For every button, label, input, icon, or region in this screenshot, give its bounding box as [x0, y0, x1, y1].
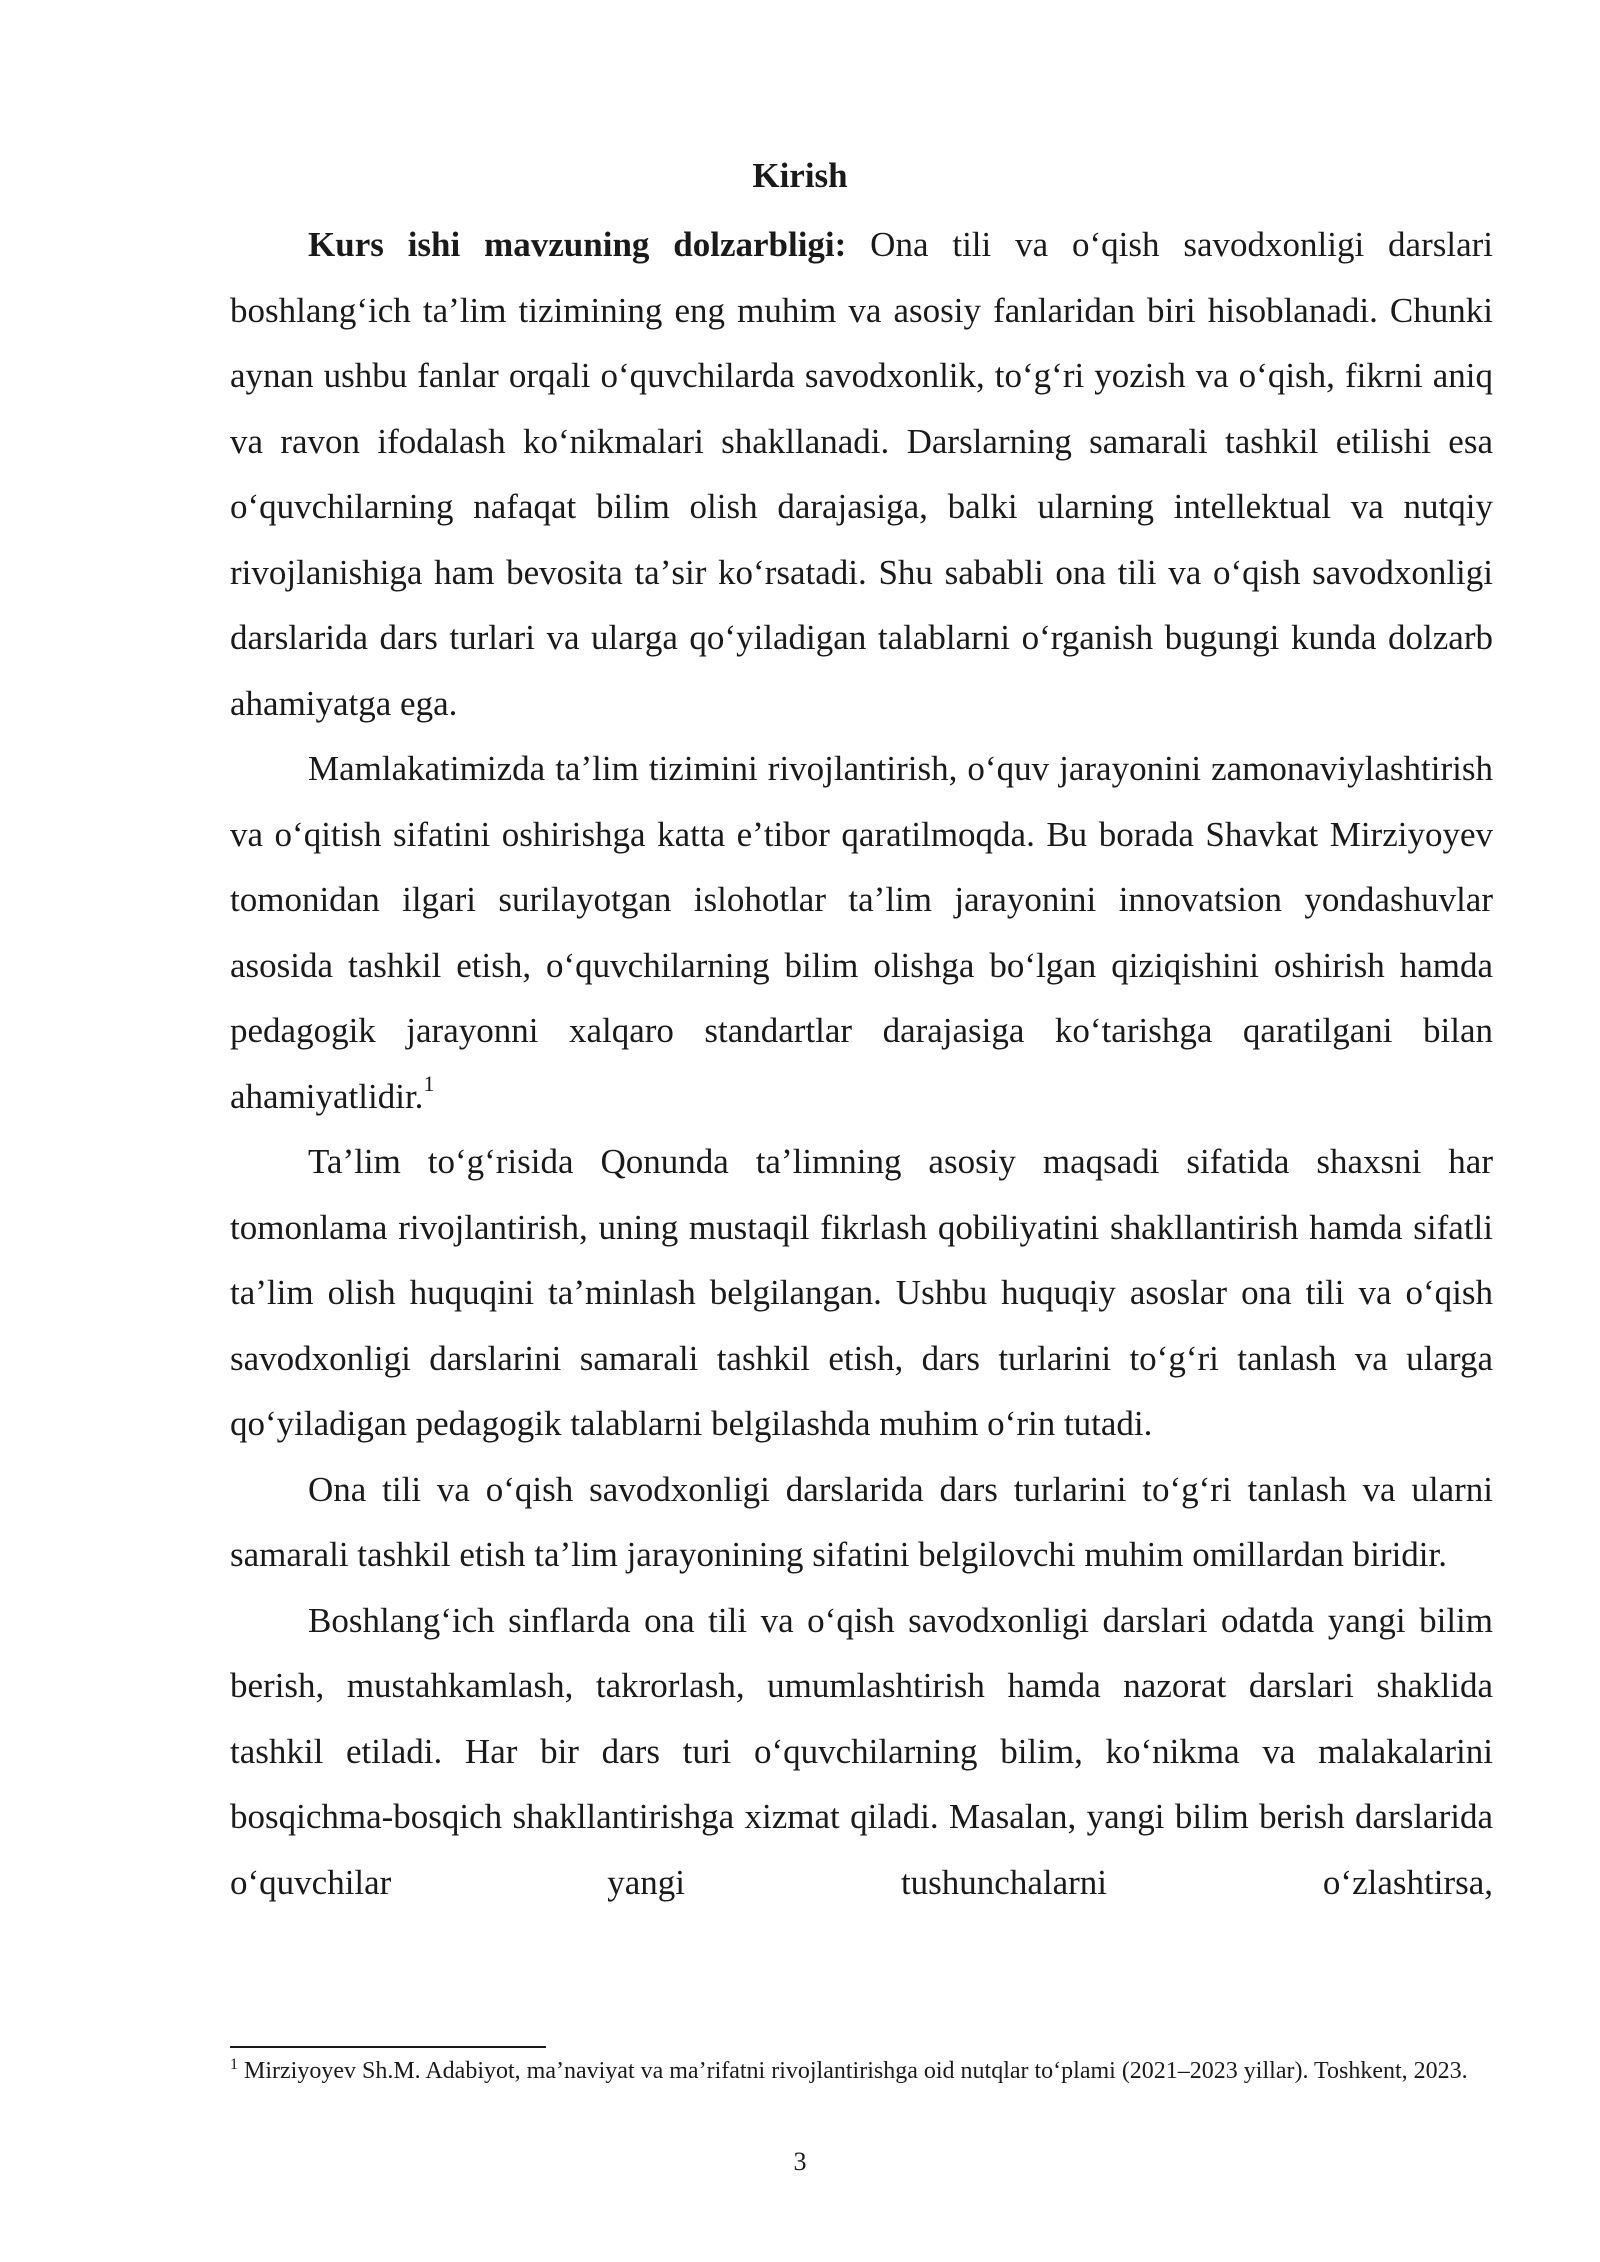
paragraph-text: Ona tili va oʻqish savodxonligi darslarida dars turlarini toʻgʻri tanlash va ularni samarali tashkil etish taʼlim jarayonining sifatini belgilovchi muhim omillardan biridir. [230, 1469, 1493, 1574]
footnote [230, 2054, 1493, 2088]
body-text [230, 212, 1493, 1915]
page-title: Kirish [752, 156, 848, 195]
footnote-reference[interactable]: 1 [423, 1070, 435, 1096]
paragraph-lead: Kurs ishi mavzuning dolzarbligi: [308, 225, 847, 264]
paragraph-reforms [230, 736, 1493, 1129]
paragraph-text: Boshlangʻich sinflarda ona tili va oʻqish savodxonligi darslari odatda yangi bilim berish, mustahkamlash, takrorlash, umumlashtirish hamda nazorat darslari shaklida tashkil etiladi. Har bir dars turi oʻquvchilarning bilim, koʻnikma va malakalarini bosqichma-bosqich shakllantirishga xizmat qiladi. Masalan, yangi bilim berish darslarida oʻquvchilar yangi tushunchalarni oʻzlashtirsa, [230, 1600, 1493, 1902]
paragraph-text: Taʼlim toʻgʻrisida Qonunda taʼlimning asosiy maqsadi sifatida shaxsni har tomonlama rivojlantirish, uning mustaqil fikrlash qobiliyatini shakllantirish hamda sifatli taʼlim olish huquqini taʼminlash belgilangan. Ushbu huquqiy asoslar ona tili va oʻqish savodxonligi darslarini samarali tashkil etish, dars turlarini toʻgʻri tanlash va ularga qoʻyiladigan pedagogik talablarni belgilashda muhim oʻrin tutadi. [230, 1142, 1493, 1443]
footnote-text: Mirziyoyev Sh.M. Adabiyot, maʼnaviyat va maʼrifatni rivojlantirishga oid nutqlar toʻplami (2021–2023 yillar). Toshkent, 2023. [238, 2058, 1468, 2084]
footnote-separator [230, 2046, 546, 2048]
page-number: 3 [793, 2147, 807, 2176]
paragraph-law [230, 1129, 1493, 1457]
paragraph-relevance [230, 212, 1493, 736]
paragraph-text: Ona tili va oʻqish savodxonligi darslari boshlangʻich taʼlim tizimining eng muhim va asosiy fanlaridan biri hisoblanadi. Chunki aynan ushbu fanlar orqali oʻquvchilarda savodxonlik, toʻgʻri yozish va oʻqish, fikrni aniq va ravon ifodalash koʻnikmalari shakllanadi. Darslarning samarali tashkil etilishi esa oʻquvchilarning nafaqat bilim olish darajasiga, balki ularning intellektual va nutqiy rivojlanishiga ham bevosita taʼsir koʻrsatadi. Shu sababli ona tili va oʻqish savodxonligi darslarida dars turlari va ularga qoʻyiladigan talablarni oʻrganish bugungi kunda dolzarb ahamiyatga ega. [230, 225, 1493, 723]
paragraph-primary-classes [230, 1588, 1493, 1916]
paragraph-text: Mamlakatimizda taʼlim tizimini rivojlantirish, oʻquv jarayonini zamonaviylashtirish va oʻqitish sifatini oshirishga katta eʼtibor qaratilmoqda. Bu borada Shavkat Mirziyoyev tomonidan ilgari surilayotgan islohotlar taʼlim jarayonini innovatsion yondashuvlar asosida tashkil etish, oʻquvchilarning bilim olishga boʻlgan qiziqishini oshirish hamda pedagogik jarayonni xalqaro standartlar darajasiga koʻtarishga qaratilgani bilan ahamiyatlidir. [230, 749, 1493, 1116]
footnote-number: 1 [230, 2056, 238, 2073]
paragraph-lesson-types [230, 1457, 1493, 1588]
